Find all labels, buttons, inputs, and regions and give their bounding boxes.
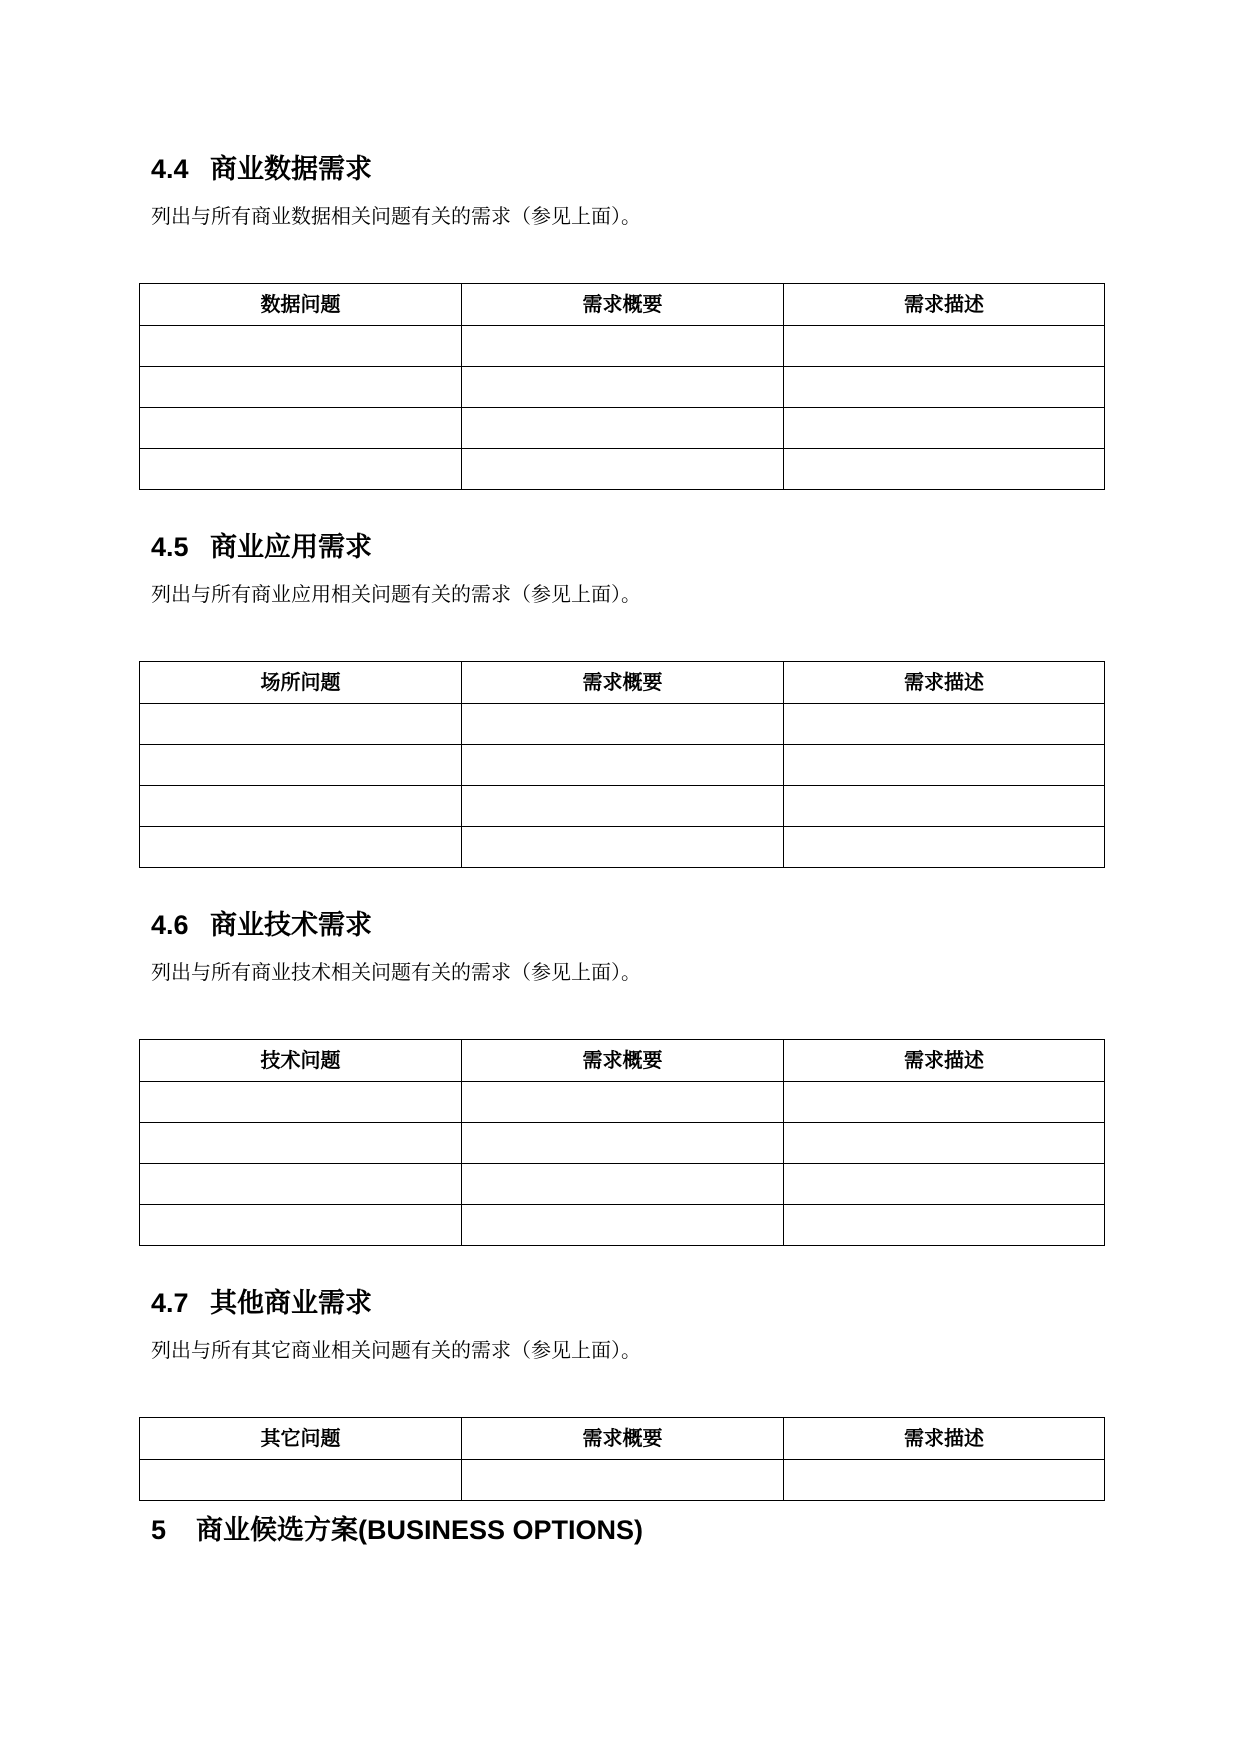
table-row bbox=[140, 326, 1105, 367]
table-cell bbox=[462, 1123, 784, 1164]
table-cell bbox=[462, 704, 784, 745]
column-header-summary: 需求概要 bbox=[462, 284, 784, 326]
column-header-issue: 其它问题 bbox=[140, 1418, 462, 1460]
table-cell bbox=[462, 408, 784, 449]
requirements-table-application bbox=[139, 661, 1105, 868]
table-cell bbox=[784, 449, 1105, 490]
table-row bbox=[140, 786, 1105, 827]
section-number: 4.6 bbox=[151, 910, 189, 940]
table-row bbox=[140, 408, 1105, 449]
table-cell bbox=[784, 1123, 1105, 1164]
table-row bbox=[140, 745, 1105, 786]
section-intro: 列出与所有商业数据相关问题有关的需求（参见上面）。 bbox=[151, 204, 641, 228]
column-header-issue: 数据问题 bbox=[140, 284, 462, 326]
requirements-table-data bbox=[139, 283, 1105, 490]
section-heading-4-6 bbox=[151, 908, 372, 943]
table-cell bbox=[784, 786, 1105, 827]
table-cell bbox=[140, 704, 462, 745]
table-row bbox=[140, 367, 1105, 408]
table-cell bbox=[140, 1460, 462, 1501]
section-heading-4-5 bbox=[151, 530, 372, 565]
table-cell bbox=[784, 827, 1105, 868]
table-header-row bbox=[140, 662, 1105, 704]
column-header-description: 需求描述 bbox=[784, 1418, 1105, 1460]
section-number: 4.5 bbox=[151, 532, 189, 562]
table-cell bbox=[140, 326, 462, 367]
column-header-issue: 场所问题 bbox=[140, 662, 462, 704]
table-cell bbox=[784, 1082, 1105, 1123]
table-row bbox=[140, 827, 1105, 868]
column-header-description: 需求描述 bbox=[784, 1040, 1105, 1082]
section-heading-4-4 bbox=[151, 152, 372, 187]
chapter-title-en: (BUSINESS OPTIONS) bbox=[358, 1515, 644, 1545]
table-cell bbox=[462, 1082, 784, 1123]
column-header-summary: 需求概要 bbox=[462, 1040, 784, 1082]
section-heading-4-7 bbox=[151, 1286, 372, 1321]
table-row bbox=[140, 1082, 1105, 1123]
section-intro: 列出与所有其它商业相关问题有关的需求（参见上面）。 bbox=[151, 1338, 641, 1362]
table-row bbox=[140, 1460, 1105, 1501]
table-cell bbox=[462, 326, 784, 367]
section-intro: 列出与所有商业应用相关问题有关的需求（参见上面）。 bbox=[151, 582, 641, 606]
table-header-row bbox=[140, 1040, 1105, 1082]
column-header-description: 需求描述 bbox=[784, 662, 1105, 704]
table-cell bbox=[784, 1164, 1105, 1205]
table-cell bbox=[462, 367, 784, 408]
table-cell bbox=[784, 1205, 1105, 1246]
table-cell bbox=[462, 1205, 784, 1246]
table-cell bbox=[462, 449, 784, 490]
table-cell bbox=[784, 1460, 1105, 1501]
column-header-summary: 需求概要 bbox=[462, 662, 784, 704]
table-row bbox=[140, 1205, 1105, 1246]
section-title: 其他商业需求 bbox=[210, 1288, 372, 1319]
table-cell bbox=[784, 745, 1105, 786]
table-row bbox=[140, 449, 1105, 490]
table-cell bbox=[784, 326, 1105, 367]
table-cell bbox=[784, 367, 1105, 408]
table-cell bbox=[140, 1082, 462, 1123]
table-cell bbox=[140, 449, 462, 490]
table-cell bbox=[140, 408, 462, 449]
table-cell bbox=[140, 1123, 462, 1164]
table-row bbox=[140, 1164, 1105, 1205]
table-cell bbox=[140, 786, 462, 827]
section-number: 4.4 bbox=[151, 154, 189, 184]
table-cell bbox=[140, 745, 462, 786]
table-header-row bbox=[140, 1418, 1105, 1460]
section-number: 4.7 bbox=[151, 1288, 189, 1318]
table-cell bbox=[462, 745, 784, 786]
table-cell bbox=[784, 408, 1105, 449]
table-cell bbox=[140, 1205, 462, 1246]
requirements-table-technology bbox=[139, 1039, 1105, 1246]
table-cell bbox=[462, 1460, 784, 1501]
table-header-row bbox=[140, 284, 1105, 326]
table-cell bbox=[784, 704, 1105, 745]
chapter-heading-5 bbox=[151, 1513, 643, 1548]
table-cell bbox=[140, 367, 462, 408]
column-header-issue: 技术问题 bbox=[140, 1040, 462, 1082]
table-cell bbox=[140, 827, 462, 868]
section-title: 商业应用需求 bbox=[210, 532, 372, 563]
chapter-title-cn: 商业候选方案 bbox=[196, 1515, 358, 1546]
table-row bbox=[140, 704, 1105, 745]
section-title: 商业数据需求 bbox=[210, 154, 372, 185]
section-intro: 列出与所有商业技术相关问题有关的需求（参见上面）。 bbox=[151, 960, 641, 984]
table-cell bbox=[462, 827, 784, 868]
section-title: 商业技术需求 bbox=[210, 910, 372, 941]
column-header-summary: 需求概要 bbox=[462, 1418, 784, 1460]
table-cell bbox=[462, 1164, 784, 1205]
table-cell bbox=[462, 786, 784, 827]
column-header-description: 需求描述 bbox=[784, 284, 1105, 326]
chapter-number: 5 bbox=[151, 1515, 167, 1545]
table-row bbox=[140, 1123, 1105, 1164]
requirements-table-other bbox=[139, 1417, 1105, 1501]
table-cell bbox=[140, 1164, 462, 1205]
